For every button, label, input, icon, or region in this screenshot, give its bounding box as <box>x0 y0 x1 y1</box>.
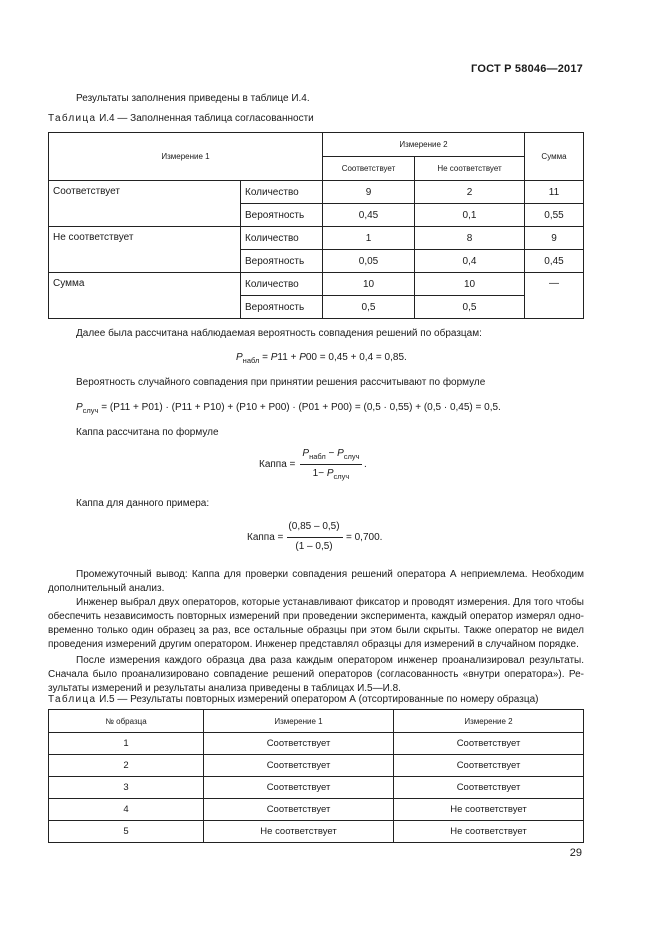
table5-cell: Соответствует <box>394 777 584 799</box>
formula-part: 11 + <box>277 352 300 363</box>
table5-cell: Не соответствует <box>394 821 584 843</box>
table5-cell: Соответствует <box>204 733 394 755</box>
kappa-fraction-bar <box>300 464 362 465</box>
table5-header-cell: № образца <box>49 710 204 733</box>
formula-symbol: P <box>326 468 334 479</box>
paragraph-interim-conclusion: Промежуточный вывод: Каппа для проверки совпадения решений оператора А неприемлема. Необходим дополнительный анализ. <box>48 569 584 594</box>
formula-chance <box>76 402 501 413</box>
paragraph-analysis: После измерения каждого образца два раза каждым оператором инженер проанализировал результаты. Сначала было проанализировано совпадение решений операторов (согласованность «внутри оператора»). Результаты измерений и результаты анализа приведены в таблицах И.5—И.8. <box>48 655 584 694</box>
paragraph-experiment: Инженер выбрал двух операторов, которые устанавливают фиксатор и проводят измерения. Для того чтобы обеспечить независимость повторных измерений при проведении эксперимента, каждый оператор измерял одновременно только один образец за раз, все остальные образцы при этом были скрыты. Также оператор не видел проведения измерений другим оператором. Инженер представлял образцы для измерений в случайном порядке. <box>48 597 584 650</box>
table5-cell: Соответствует <box>394 755 584 777</box>
kappa-example-fraction-bar <box>287 537 343 538</box>
table5-header-cell: Измерение 2 <box>394 710 584 733</box>
table4-cell: 10 <box>323 273 415 296</box>
table4-header-nomatch: Не соответствует <box>415 157 525 181</box>
formula-symbol: P <box>236 352 243 363</box>
formula-observed <box>236 352 407 363</box>
formula-symbol: P <box>337 448 344 459</box>
formula-subscript: случ <box>343 452 360 461</box>
table5-header-cell: Измерение 1 <box>204 710 394 733</box>
table5-cell: 5 <box>49 821 204 843</box>
table4-row-type: Вероятность <box>241 296 323 319</box>
formula-part: = <box>259 352 271 363</box>
table4-row-group: Соответствует <box>49 181 241 227</box>
table4-header-measure2: Измерение 2 <box>323 133 525 157</box>
table4-row-type: Количество <box>241 181 323 204</box>
table-row <box>49 777 584 799</box>
kappa-example-denominator: (1 – 0,5) <box>295 541 333 552</box>
table4-cell: 0,5 <box>415 296 525 319</box>
table5-caption-text: И.5 — Результаты повторных измерений оператором А (отсортированные по номеру образца) <box>99 694 539 705</box>
table5-cell: Соответствует <box>204 777 394 799</box>
table4-cell: 0,4 <box>415 250 525 273</box>
table5-cell: 2 <box>49 755 204 777</box>
table5-cell: Не соответствует <box>394 799 584 821</box>
table4-row-group: Не соответствует <box>49 227 241 273</box>
table4-cell: 9 <box>525 227 584 250</box>
table4-row-type: Вероятность <box>241 204 323 227</box>
table5-cell: 4 <box>49 799 204 821</box>
table5-cell: Соответствует <box>204 799 394 821</box>
table4-cell: 0,1 <box>415 204 525 227</box>
table5-caption <box>48 694 538 705</box>
intro-text: Результаты заполнения приведены в таблице И.4. <box>76 93 310 104</box>
formula-part: − <box>325 448 338 459</box>
formula-symbol: P <box>270 352 278 363</box>
table4-header-sum: Сумма <box>525 133 584 181</box>
table-row <box>49 821 584 843</box>
table-row <box>49 733 584 755</box>
table4-row-type: Количество <box>241 273 323 296</box>
formula-subscript: набл <box>309 452 326 461</box>
table4-caption-prefix: Таблица <box>48 113 97 124</box>
formula-symbol: P <box>302 448 310 459</box>
kappa-example-numerator: (0,85 – 0,5) <box>288 521 340 532</box>
kappa-numerator <box>298 448 364 459</box>
table4-row-group: Сумма <box>49 273 241 319</box>
table5-cell: Соответствует <box>204 755 394 777</box>
table-row <box>49 755 584 777</box>
table-row <box>49 799 584 821</box>
table4-row-type: Вероятность <box>241 250 323 273</box>
table5-cell: 1 <box>49 733 204 755</box>
table4 <box>48 132 584 319</box>
table4-cell: — <box>525 273 584 319</box>
table4-cell: 11 <box>525 181 584 204</box>
text-chance-probability: Вероятность случайного совпадения при принятии решения рассчитывают по формуле <box>76 377 486 388</box>
table5 <box>48 709 584 843</box>
table4-cell: 0,55 <box>525 204 584 227</box>
table4-cell: 8 <box>415 227 525 250</box>
text-kappa-formula: Каппа рассчитана по формуле <box>76 427 219 438</box>
formula-part: . <box>364 459 367 470</box>
document-header: ГОСТ Р 58046—2017 <box>471 63 583 75</box>
table4-cell: 0,05 <box>323 250 415 273</box>
table5-cell: 3 <box>49 777 204 799</box>
formula-symbol: P <box>76 402 83 413</box>
table4-row-type: Количество <box>241 227 323 250</box>
table4-cell: 1 <box>323 227 415 250</box>
table4-header-measure1: Измерение 1 <box>49 133 323 181</box>
formula-subscript: случ <box>82 406 99 415</box>
table4-header-match: Соответствует <box>323 157 415 181</box>
table4-cell: 9 <box>323 181 415 204</box>
formula-symbol: P <box>299 352 306 363</box>
kappa-label: Каппа = <box>259 459 296 470</box>
kappa-denominator <box>298 468 364 479</box>
table4-caption <box>48 113 314 124</box>
kappa-example-result: = 0,700. <box>346 532 383 543</box>
formula-subscript: случ <box>333 472 350 481</box>
table4-cell: 10 <box>415 273 525 296</box>
text-kappa-example: Каппа для данного примера: <box>76 498 210 509</box>
table4-cell: 0,45 <box>323 204 415 227</box>
table5-cell: Соответствует <box>394 733 584 755</box>
formula-part: = (P11 + P01) · (P11 + P10) + (P10 + P00) · (P01 + P00) = (0,5 · 0,55) + (0,5 · 0,45) = 0,5. <box>98 402 501 413</box>
kappa-example-label: Каппа = <box>247 532 284 543</box>
table4-cell: 2 <box>415 181 525 204</box>
formula-part: 1− <box>312 468 327 479</box>
table5-caption-prefix: Таблица <box>48 694 97 705</box>
formula-subscript: набл <box>242 356 260 365</box>
page-number: 29 <box>569 847 582 859</box>
table5-cell: Не соответствует <box>204 821 394 843</box>
table4-caption-text: И.4 — Заполненная таблица согласованности <box>99 113 314 124</box>
formula-part: 00 = 0,45 + 0,4 = 0,85. <box>305 352 407 363</box>
table4-cell: 0,45 <box>525 250 584 273</box>
text-observed-probability: Далее была рассчитана наблюдаемая вероятность совпадения решений по образцам: <box>76 328 482 339</box>
table4-cell: 0,5 <box>323 296 415 319</box>
